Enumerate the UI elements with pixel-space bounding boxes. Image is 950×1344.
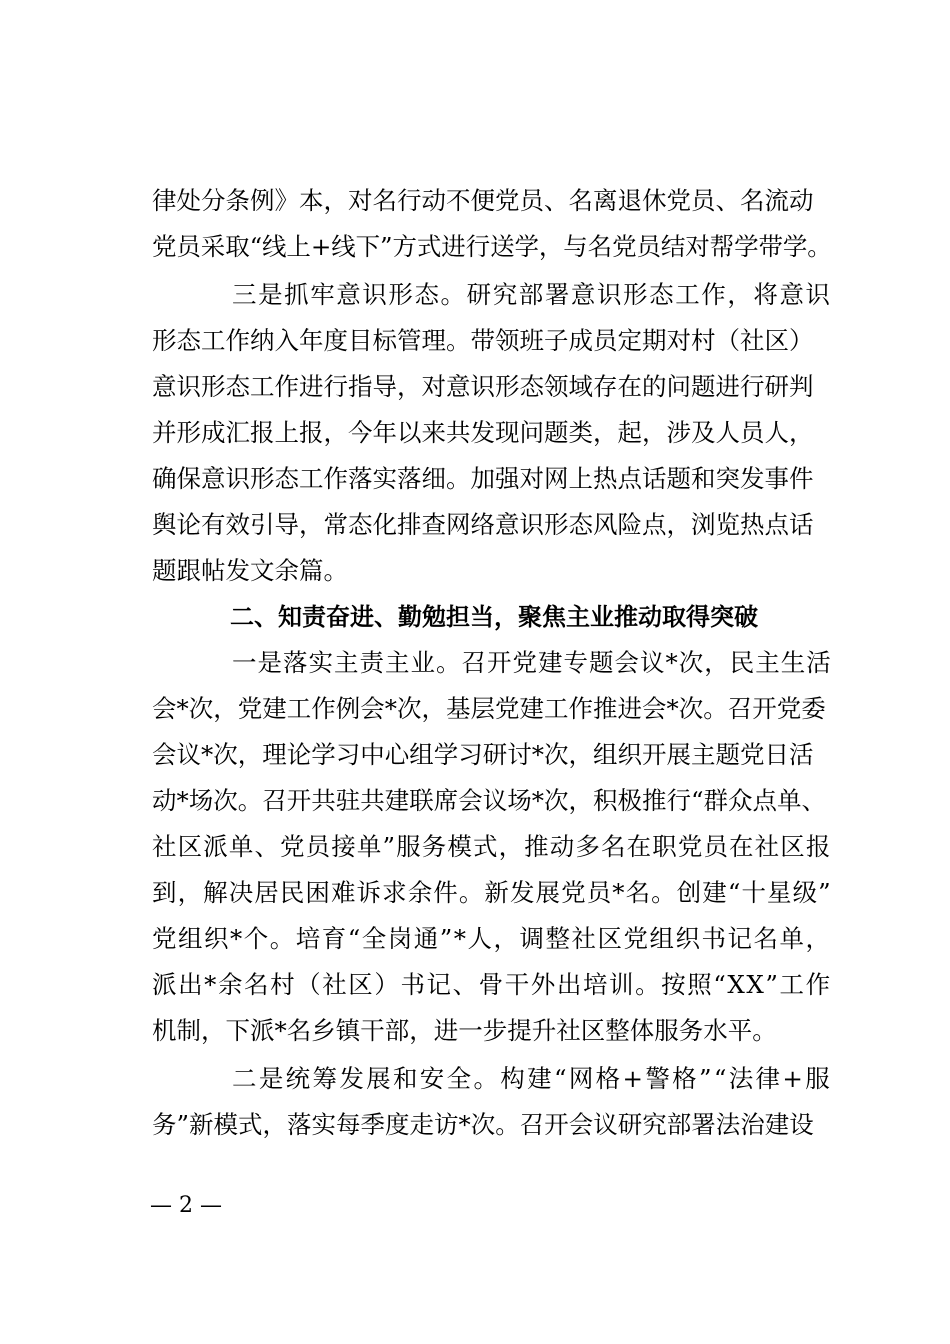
text-line: 意识形态工作进行指导，对意识形态领域存在的问题进行研判 xyxy=(152,372,814,401)
text-line: 党组织*个。培育“全岗通”*人，调整社区党组织书记名单， xyxy=(152,924,832,953)
text-line: 党员采取“线上+线下”方式进行送学，与名党员结对帮学带学。 xyxy=(152,232,832,261)
text-line: 社区派单、党员接单”服务模式，推动多名在职党员在社区报 xyxy=(152,832,832,861)
text-line: 律处分条例》本，对名行动不便党员、名离退休党员、名流动 xyxy=(152,186,814,215)
page-number: — 2 — xyxy=(150,1193,222,1218)
text-line: 务”新模式，落实每季度走访*次。召开会议研究部署法治建设 xyxy=(152,1110,814,1139)
text-line: 确保意识形态工作落实落细。加强对网上热点话题和突发事件 xyxy=(152,464,814,493)
section-heading: 二、知责奋进、勤勉担当，聚焦主业推动取得突破 xyxy=(230,603,758,631)
text-line: 并形成汇报上报，今年以来共发现问题类，起，涉及人员人， xyxy=(152,418,814,447)
text-line: 会议*次，理论学习中心组学习研讨*次，组织开展主题党日活 xyxy=(152,740,814,769)
text-line: 舆论有效引导，常态化排查网络意识形态风险点，浏览热点话 xyxy=(152,510,814,539)
text-line: 三是抓牢意识形态。研究部署意识形态工作，将意识 xyxy=(232,280,832,309)
text-line: 派出*余名村（社区）书记、骨干外出培训。按照“XX”工作 xyxy=(152,970,832,999)
text-line: 二是统筹发展和安全。构建“网格+警格”“法律+服 xyxy=(232,1064,833,1093)
text-line: 机制，下派*名乡镇干部，进一步提升社区整体服务水平。 xyxy=(152,1016,777,1045)
text-line: 动*场次。召开共驻共建联席会议场*次，积极推行“群众点单、 xyxy=(152,786,827,815)
text-line: 会*次，党建工作例会*次，基层党建工作推进会*次。召开党委 xyxy=(152,694,826,723)
text-line: 题跟帖发文余篇。 xyxy=(152,556,348,585)
text-line: 到，解决居民困难诉求余件。新发展党员*名。创建“十星级” xyxy=(152,878,832,907)
text-line: 形态工作纳入年度目标管理。带领班子成员定期对村（社区） xyxy=(152,326,814,355)
text-line: 一是落实主责主业。召开党建专题会议*次，民主生活 xyxy=(232,648,832,677)
